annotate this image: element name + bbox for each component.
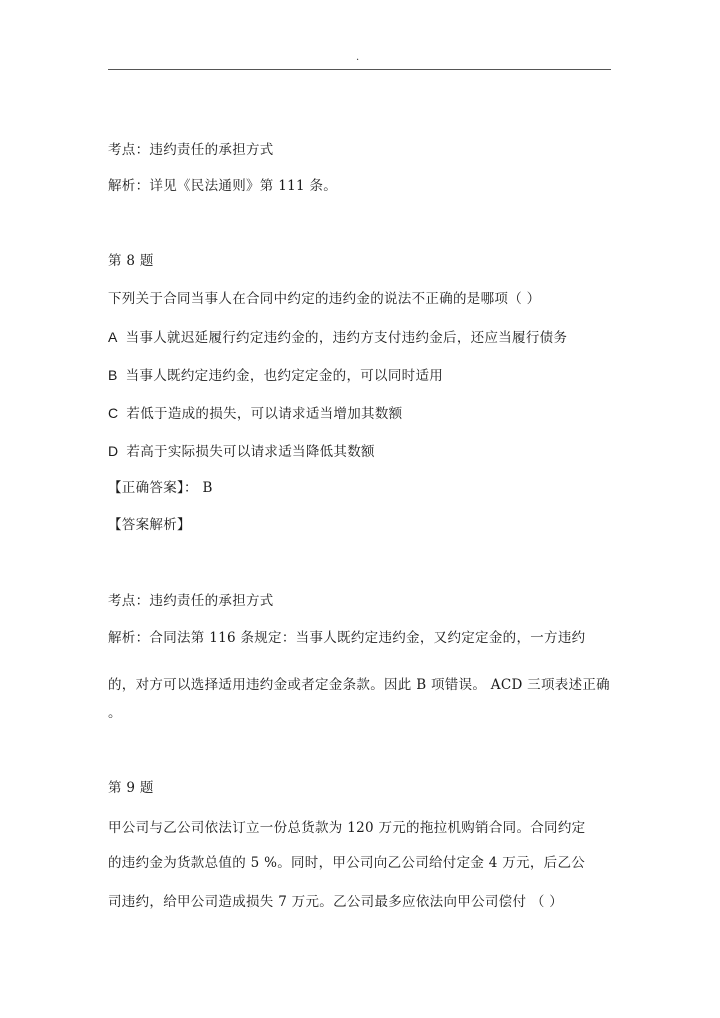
- q8-number: 第 8 题: [108, 253, 154, 269]
- q9-stem-line-2: 的违约金为货款总值的 5 %。同时，甲公司向乙公司给付定金 4 万元，后乙公: [108, 855, 586, 871]
- q8-jiexi-line-3: 。: [108, 705, 122, 721]
- option-letter: B: [108, 367, 118, 383]
- q8-answer: 【正确答案】： B: [108, 480, 213, 496]
- q8-option-a: [108, 328, 567, 347]
- q8-stem: 下列关于合同当事人在合同中约定的违约金的说法不正确的是哪项（ ）: [108, 291, 541, 307]
- q8-jiexi-line-1: 解析：合同法第 116 条规定：当事人既约定违约金，又约定定金的，一方违约: [108, 630, 586, 646]
- option-text: 当事人既约定违约金，也约定定金的，可以同时适用: [125, 368, 444, 384]
- q9-number: 第 9 题: [108, 780, 154, 796]
- option-text: 若高于实际损失可以请求适当降低其数额: [126, 444, 375, 460]
- q8-option-d: [108, 442, 375, 461]
- q8-option-c: [108, 404, 402, 423]
- option-letter: A: [108, 329, 118, 345]
- q8-analysis-label: 【答案解析】: [108, 517, 191, 533]
- option-text: 若低于造成的损失，可以请求适当增加其数额: [126, 406, 403, 422]
- q8-kaodian: 考点：违约责任的承担方式: [108, 593, 274, 609]
- q9-stem-line-3: 司违约，给甲公司造成损失 7 万元。乙公司最多应依法向甲公司偿付 （ ）: [108, 894, 564, 910]
- header-rule: [108, 69, 611, 70]
- option-letter: C: [108, 405, 119, 421]
- header-mark: .: [356, 52, 360, 63]
- option-letter: D: [108, 443, 119, 459]
- option-text: 当事人就迟延履行约定违约金的，违约方支付违约金后，还应当履行债务: [125, 330, 568, 346]
- q7-kaodian: 考点：违约责任的承担方式: [108, 142, 274, 158]
- q8-jiexi-line-2: 的，对方可以选择适用违约金或者定金条款。因此 B 项错误。 ACD 三项表述正确: [108, 677, 610, 693]
- q8-option-b: [108, 366, 443, 385]
- q9-stem-line-1: 甲公司与乙公司依法订立一份总货款为 120 万元的拖拉机购销合同。合同约定: [108, 820, 586, 836]
- q7-jiexi: 解析：详见《民法通则》第 111 条。: [108, 178, 338, 194]
